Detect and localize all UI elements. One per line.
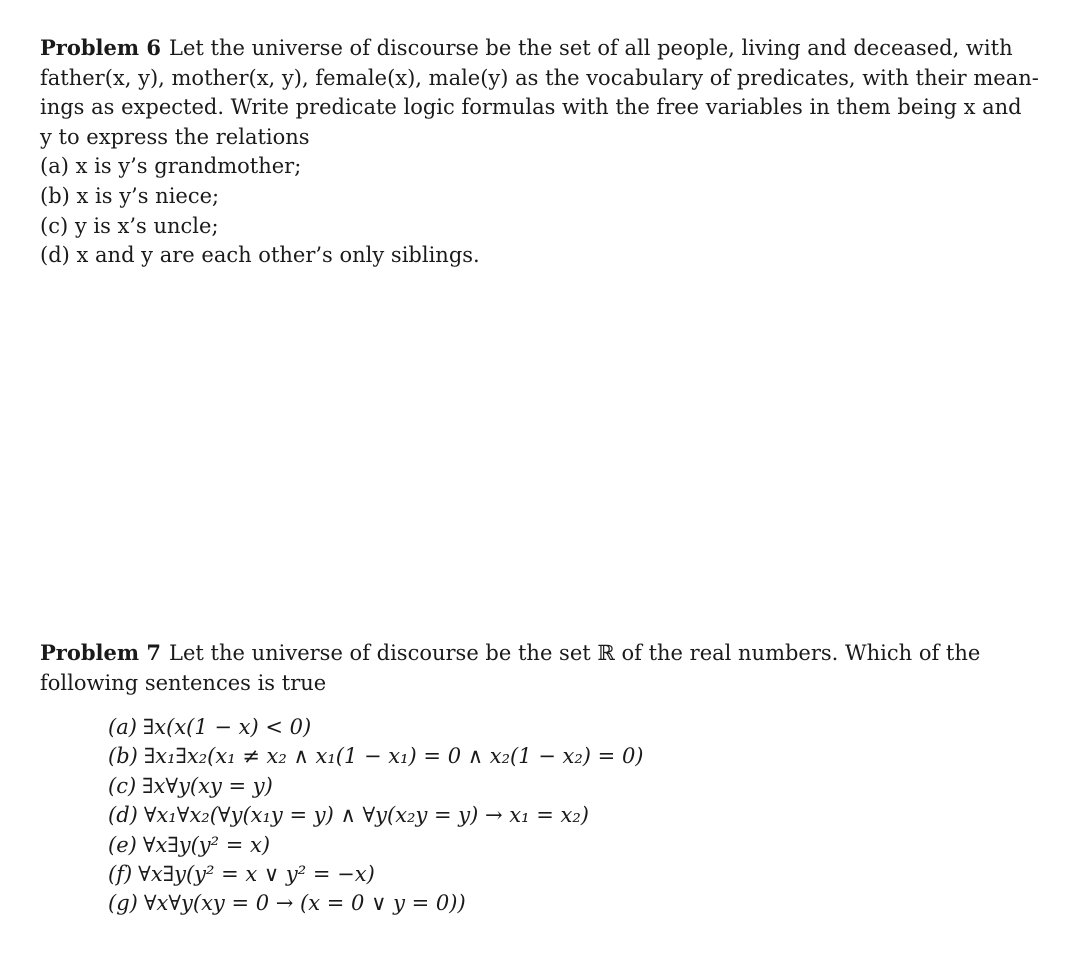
problem-6-heading: Problem 6 xyxy=(40,35,162,60)
problem-6 xyxy=(40,33,1039,271)
problem-6-line-2: father(x, y), mother(x, y), female(x), male(y) as the vocabulary of predicates, with their mean- xyxy=(40,65,1039,90)
formula-a: (a) ∃x(x(1 − x) < 0) xyxy=(108,715,312,739)
formula-f: (f) ∀x∃y(y² = x ∨ y² = −x) xyxy=(108,862,375,887)
problem-6-line-4: y to express the relations xyxy=(40,124,310,149)
problem-6-item-c: (c) y is x’s uncle; xyxy=(40,213,219,238)
problem-7 xyxy=(40,638,1000,698)
formula-e: (e) ∀x∃y(y² = x) xyxy=(108,832,271,857)
formula-d: (d) ∀x₁∀x₂(∀y(x₁y = y) ∧ ∀y(x₂y = y) → x₁ = x₂) xyxy=(108,803,589,828)
problem-7-formula-list xyxy=(108,713,644,919)
problem-6-item-b: (b) x is y’s niece; xyxy=(40,183,220,208)
problem-6-line-1: Problem 6 Let the universe of discourse be the set of all people, living and deceased, with xyxy=(40,35,1013,60)
problem-6-line-3: ings as expected. Write predicate logic formulas with the free variables in them being x and xyxy=(40,95,1022,120)
formula-g: (g) ∀x∀y(xy = 0 → (x = 0 ∨ y = 0)) xyxy=(108,891,466,916)
problem-7-heading: Problem 7 xyxy=(40,640,162,665)
formula-b: (b) ∃x₁∃x₂(x₁ ≠ x₂ ∧ x₁(1 − x₁) = 0 ∧ x₂(1 − x₂) = 0) xyxy=(108,744,644,769)
formula-c: (c) ∃x∀y(xy = y) xyxy=(108,773,273,798)
problem-7-line-2: following sentences is true xyxy=(40,670,327,695)
problem-6-item-d: (d) x and y are each other’s only siblings. xyxy=(40,243,480,268)
problem-7-line-1: Problem 7 Let the universe of discourse be the set ℝ of the real numbers. Which of the xyxy=(40,640,981,665)
problem-6-item-a: (a) x is y’s grandmother; xyxy=(40,154,302,179)
